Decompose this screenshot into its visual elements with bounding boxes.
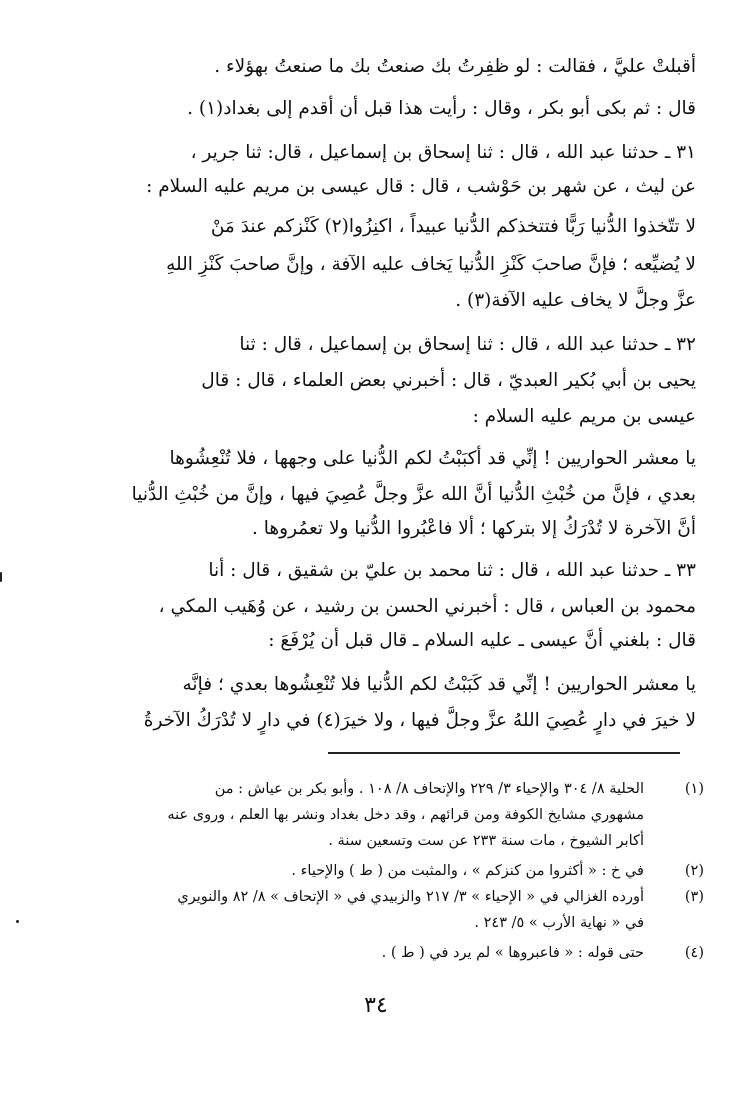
footnote-separator xyxy=(328,752,680,754)
body-line: محمود بن العباس ، قال : أخبرني الحسن بن رشيد ، عن وُهَيب المكي ، xyxy=(158,596,696,617)
scan-speck xyxy=(0,572,2,582)
body-line: عيسى بن مريم عليه السلام : xyxy=(472,406,696,427)
footnote-line: أكابر الشيوخ ، مات سنة ٢٣٣ عن ست وتسعين سنة . xyxy=(328,833,644,849)
page-number: ٣٤ xyxy=(364,993,388,1018)
body-line: بعدي ، فإنَّ من خُبْثِ الدُّنيا أنَّ الله عزَّ وجلَّ عُصِيَ فيها ، وإنَّ من خُبْثِ الدُّنيا xyxy=(131,484,696,505)
footnote-line: في « نهاية الأرب » ٥/ ٢٤٣ . xyxy=(474,915,644,931)
footnote-number: (٢) xyxy=(684,863,704,879)
footnote-line: أورده الغزالي في « الإحياء » ٣/ ٢١٧ والزبيدي في « الإتحاف » ٨/ ٨٢ والنويري xyxy=(177,889,644,905)
body-line: لا تتّخذوا الدُّنيا رَبًّا فتتخذكم الدُّنيا عبيداً ، اكنِزُوا(٢) كَنْزكم عندَ مَنْ xyxy=(210,216,696,237)
body-line: أنَّ الآخرة لا تُدْرَكُ إلا بتركها ؛ ألا فاعْبُروا الدُّنيا ولا تعمُروها . xyxy=(252,518,696,539)
body-line: عزَّ وجلَّ لا يخاف عليه الآفة(٣) . xyxy=(455,290,696,311)
footnote-line: الحلية ٨/ ٣٠٤ والإحياء ٣/ ٢٢٩ والإتحاف ٨/ ١٠٨ . وأبو بكر بن عياش : من xyxy=(214,781,644,797)
footnote-number: (٤) xyxy=(684,945,704,961)
footnote-line: مشهوري مشايخ الكوفة ومن قرائهم ، وقد دخل بغداد ونشر بها العلم ، وروى عنه xyxy=(167,807,644,823)
body-line: قال : بلغني أنَّ عيسى ـ عليه السلام ـ قال قبل أن يُرْفَعَ : xyxy=(268,630,696,651)
footnote-line: حتى قوله : « فاعبروها » لم يرد في ( ط ) . xyxy=(381,945,644,961)
footnote-number: (٣) xyxy=(684,889,704,905)
body-line: ٣١ ـ حدثنا عبد الله ، قال : ثنا إسحاق بن إسماعيل ، قال: ثنا جرير ، xyxy=(190,142,696,163)
body-line: ٣٣ ـ حدثنا عبد الله ، قال : ثنا محمد بن عليّ بن شقيق ، قال : أنا xyxy=(208,560,696,581)
scan-speck xyxy=(16,920,19,923)
body-line: قال : ثم بكى أبو بكر ، وقال : رأيت هذا قبل أن أقدم إلى بغداد(١) . xyxy=(187,98,696,119)
footnote-line: في خ : « أكثروا من كنزكم » ، والمثبت من ( ط ) والإحياء . xyxy=(291,863,644,879)
body-line: لا خيرَ في دارٍ عُصِيَ اللهُ عزَّ وجلَّ فيها ، ولا خيرَ(٤) في دارٍ لا تُدْرَكُ الآخرةُ xyxy=(143,710,696,731)
body-line: يحيى بن أبي بُكير العبديّ ، قال : أخبرني بعض العلماء ، قال : قال xyxy=(201,370,696,391)
footnote-number: (١) xyxy=(684,781,704,797)
body-line: لا يُضيِّعه ؛ فإنَّ صاحبَ كَنْزِ الدُّنيا يَخاف عليه الآفة ، وإنَّ صاحبَ كَنْزِ اللهِ xyxy=(166,254,696,275)
body-line: عن ليث ، عن شهر بن حَوْشب ، قال : قال عيسى بن مريم عليه السلام : xyxy=(146,176,696,197)
body-line: يا معشر الحواريين ! إنِّي قد كَبَبْتُ لكم الدُّنيا فلا تُنْعِشُوها بعدي ؛ فإنَّه xyxy=(182,674,696,695)
body-line: أقبلتْ عليَّ ، فقالت : لو ظفِرتُ بك صنعتُ بك ما صنعتُ بهؤلاء . xyxy=(214,56,696,77)
body-line: ٣٢ ـ حدثنا عبد الله ، قال : ثنا إسحاق بن إسماعيل ، قال : ثنا xyxy=(239,334,696,355)
body-line: يا معشر الحواريين ! إنِّي قد أكبَبْتُ لكم الدُّنيا على وجهها ، فلا تُنْعِشُوها xyxy=(169,448,696,469)
